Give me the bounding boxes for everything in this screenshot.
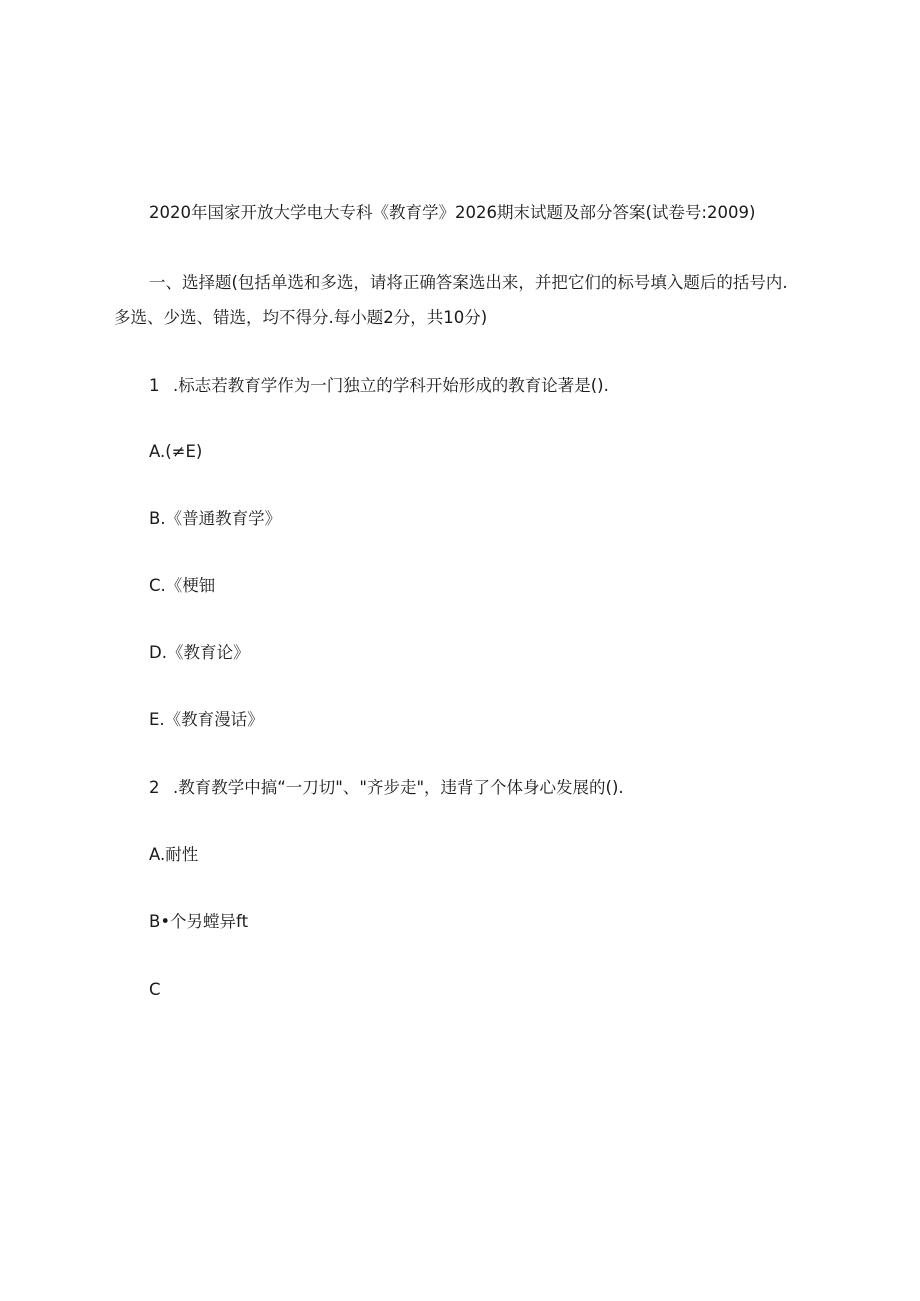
question-1-option-a: A.(≠E) (149, 442, 203, 461)
question-1-option-e: E.《教育漫话》 (149, 710, 264, 729)
question-2-text: .教育教学中搞“一刀切"、"齐步走"，违背了个体身心发展的(). (173, 778, 624, 797)
section-instruction-line-1: 一、选择题(包括单选和多选，请将正确答案选出来，并把它们的标号填入题后的括号内. (149, 273, 788, 292)
question-1-text: .标志若教育学作为一门独立的学科开始形成的教育论著是(). (173, 376, 609, 395)
question-2-option-b: B•个另螳异ft (149, 912, 249, 931)
question-2-option-a: A.耐性 (149, 845, 199, 864)
question-2-option-c: C (149, 980, 161, 999)
question-1 (149, 376, 609, 396)
document-title: 2020年国家开放大学电大专科《教育学》2026期末试题及部分答案(试卷号:2009) (149, 203, 756, 222)
section-instruction-line-2: 多选、少选、错选，均不得分.每小题2分，共10分) (114, 308, 488, 327)
question-2-number: 2 (149, 778, 160, 797)
question-1-number: 1 (149, 376, 160, 395)
question-1-option-d: D.《教育论》 (149, 643, 250, 662)
question-1-option-b: B.《普通教育学》 (149, 509, 282, 528)
question-2 (149, 778, 624, 798)
question-1-option-c: C.《梗钿 (149, 576, 216, 595)
